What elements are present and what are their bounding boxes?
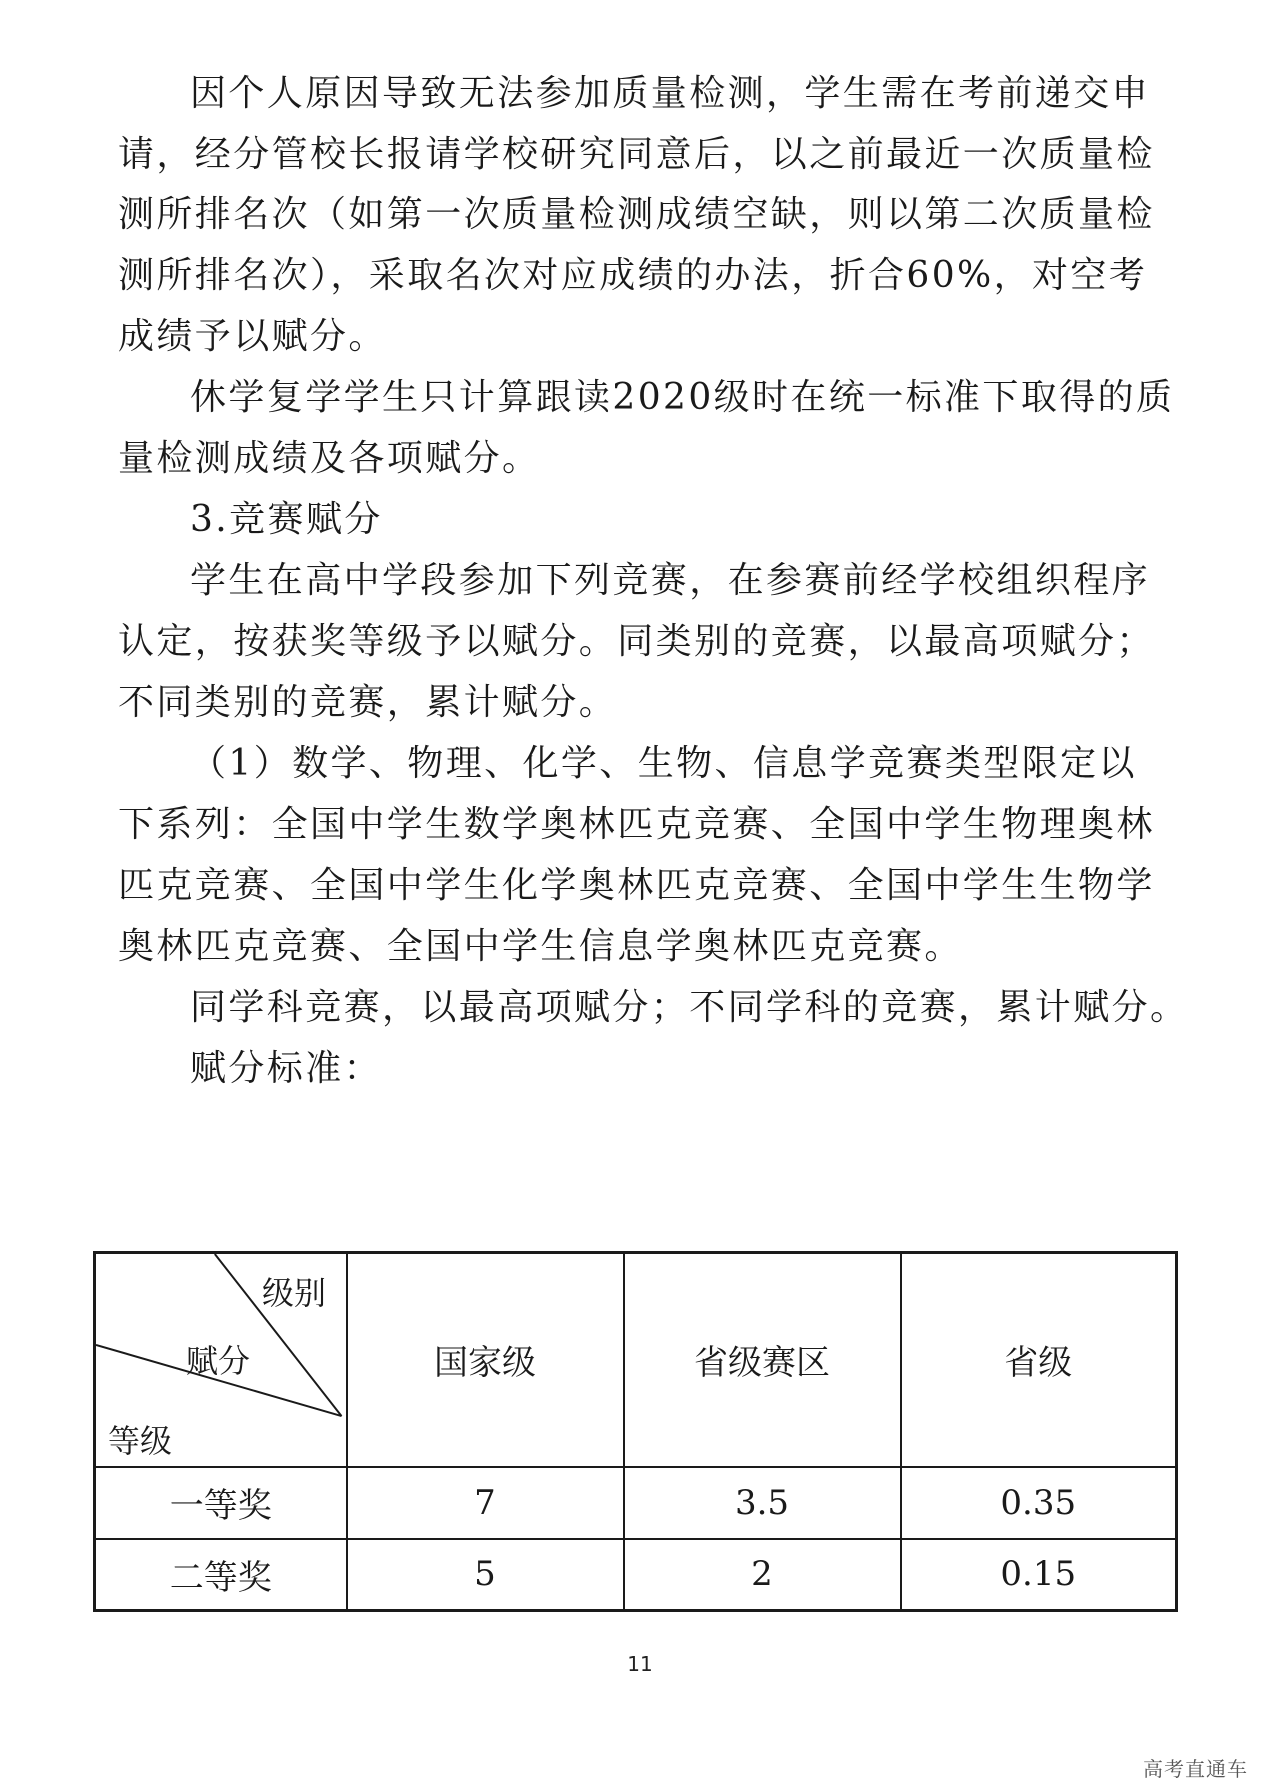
table-cell: 2 — [624, 1539, 901, 1611]
paragraph-line: 学生在高中学段参加下列竞赛，在参赛前经学校组织程序 — [190, 560, 1151, 601]
page-number: 11 — [627, 1652, 653, 1676]
paragraph-line: 休学复学学生只计算跟读2020级时在统一标准下取得的质 — [190, 377, 1175, 418]
paragraph-line: 测所排名次（如第一次质量检测成绩空缺，则以第二次质量检 — [118, 194, 1155, 235]
watermark-text: 高考直通车 — [1143, 1757, 1248, 1781]
paragraph-line: 赋分标准： — [190, 1048, 383, 1089]
table-row — [95, 1539, 1177, 1611]
row-label-second-prize: 二等奖 — [95, 1539, 347, 1611]
score-table-wrapper — [93, 1251, 1175, 1611]
table-header-row — [95, 1253, 1177, 1467]
table-cell: 3.5 — [624, 1467, 901, 1539]
row-label-first-prize: 一等奖 — [95, 1467, 347, 1539]
section-heading: 3.竞赛赋分 — [190, 499, 383, 540]
paragraph-line: 奥林匹克竞赛、全国中学生信息学奥林匹克竞赛。 — [118, 926, 963, 967]
header-score-label: 赋分 — [186, 1342, 251, 1380]
paragraph-line: （1）数学、物理、化学、生物、信息学竞赛类型限定以 — [190, 743, 1137, 784]
column-header-national: 国家级 — [347, 1253, 624, 1467]
table-cell: 5 — [347, 1539, 624, 1611]
paragraph-line: 不同类别的竞赛，累计赋分。 — [118, 682, 618, 723]
table-row — [95, 1467, 1177, 1539]
paragraph-line: 请，经分管校长报请学校研究同意后，以之前最近一次质量检 — [118, 134, 1155, 175]
paragraph-line: 下系列：全国中学生数学奥林匹克竞赛、全国中学生物理奥林 — [118, 804, 1155, 845]
score-table — [93, 1251, 1178, 1612]
column-header-provincial: 省级 — [901, 1253, 1177, 1467]
paragraph-line: 成绩予以赋分。 — [118, 316, 387, 357]
table-cell: 0.35 — [901, 1467, 1177, 1539]
paragraph-line: 认定，按获奖等级予以赋分。同类别的竞赛，以最高项赋分； — [118, 621, 1155, 662]
paragraph-line: 匹克竞赛、全国中学生化学奥林匹克竞赛、全国中学生生物学 — [118, 865, 1155, 906]
paragraph-line: 因个人原因导致无法参加质量检测，学生需在考前递交申 — [190, 73, 1151, 114]
paragraph-line: 测所排名次），采取名次对应成绩的办法，折合60%，对空考 — [118, 255, 1148, 296]
column-header-provincial-division: 省级赛区 — [624, 1253, 901, 1467]
paragraph-line: 同学科竞赛，以最高项赋分；不同学科的竞赛，累计赋分。 — [190, 987, 1189, 1028]
table-cell: 0.15 — [901, 1539, 1177, 1611]
table-cell: 7 — [347, 1467, 624, 1539]
paragraph-line: 量检测成绩及各项赋分。 — [118, 438, 541, 479]
header-grade-label: 等级 — [108, 1422, 173, 1460]
header-level-label: 级别 — [262, 1274, 327, 1312]
diagonal-header-cell — [95, 1253, 347, 1467]
